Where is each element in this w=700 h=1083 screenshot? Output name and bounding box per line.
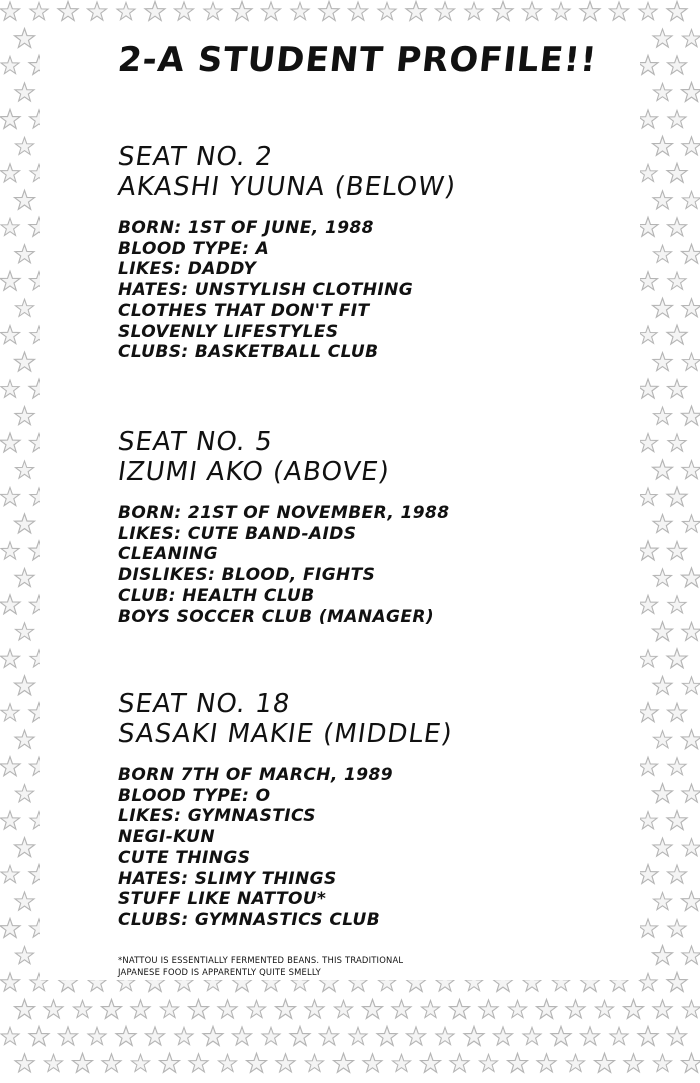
detail-line: DISLIKES: BLOOD, FIGHTS [118,565,376,586]
star-icon [319,1027,338,1045]
star-icon [508,1000,526,1017]
star-icon [682,622,700,640]
star-icon [58,2,78,21]
star-icon [88,1027,106,1044]
star-icon [682,353,700,370]
detail-line: STUFF LIKE NATTOU* [118,889,327,910]
star-icon [653,353,672,371]
star-icon [436,1027,454,1044]
star-icon [667,811,687,830]
footnote-line: *NATTOU IS ESSENTIALLY FERMENTED BEANS. THIS TRADITIONAL [118,955,404,965]
star-icon [0,488,19,506]
star-icon [682,892,700,911]
star-icon [653,676,672,694]
star-icon [15,947,33,964]
star-icon [319,2,339,21]
star-icon [638,379,658,398]
star-icon [465,2,483,19]
star-icon [0,757,20,776]
star-icon [595,1000,613,1017]
star-icon [435,2,454,20]
star-icon [1,1027,19,1044]
star-icon [30,2,48,19]
star-icon [609,2,628,20]
star-icon [667,1027,686,1045]
star-icon [668,110,686,127]
star-icon [667,865,686,883]
star-icon [610,1027,628,1044]
detail-line: CLEANING [118,544,219,565]
star-icon [15,838,35,857]
star-icon [131,1000,150,1018]
star-icon [363,999,383,1018]
star-icon [668,434,686,451]
star-icon [218,1054,236,1071]
star-icon [1,56,19,73]
star-icon [15,999,35,1018]
star-icon [145,2,165,21]
star-icon [639,164,657,181]
star-icon [0,973,19,991]
star-icon [653,731,671,748]
page-title: 2-A STUDENT PROFILE!! [115,40,600,80]
star-icon [305,1054,323,1071]
footnote-line: JAPANESE FOOD IS APPARENTLY QUITE SMELLY [118,967,321,977]
star-icon [189,1054,208,1072]
star-icon [653,191,672,209]
star-icon [653,893,671,910]
star-icon [667,163,687,182]
detail-line: CUTE THINGS [118,847,251,868]
star-icon [682,677,700,694]
star-icon [682,730,700,749]
star-icon [653,460,673,479]
star-icon [653,946,673,965]
star-icon [624,999,644,1018]
star-icon [682,191,700,208]
star-icon [15,299,33,316]
star-icon [638,55,658,74]
star-icon [667,649,687,668]
star-icon [15,623,33,640]
star-icon [653,136,673,155]
star-icon [131,1054,149,1071]
star-icon [218,1000,237,1018]
star-icon [566,1054,584,1071]
star-icon [15,730,34,748]
star-icon [290,1026,310,1045]
star-icon [160,1000,178,1017]
star-icon [1,542,19,559]
star-icon [160,1053,180,1072]
star-icon [508,1053,528,1072]
star-icon [668,272,686,289]
seat-number: SEAT NO. 2 [115,142,275,172]
detail-line: HATES: SLIMY THINGS [118,868,337,889]
star-icon [638,217,658,236]
star-icon [305,1000,324,1018]
star-icon [15,892,34,910]
star-icon [580,1027,599,1045]
star-icon [247,1000,265,1017]
star-icon [406,1027,425,1045]
star-icon [15,352,35,371]
star-icon [174,2,193,20]
star-icon [682,461,700,479]
detail-line: CLUB: HEALTH CLUB [118,585,315,606]
star-icon [145,1027,164,1045]
star-icon [15,676,35,695]
star-icon [682,406,700,425]
detail-line: LIKES: GYMNASTICS [118,806,316,827]
star-icon [653,569,671,586]
star-icon [667,972,687,991]
star-icon [522,2,541,20]
star-icon [667,703,686,721]
detail-line: BLOOD TYPE: O [118,785,271,806]
star-icon [15,83,34,101]
star-icon [378,2,396,19]
star-icon [653,29,672,47]
profile-details [118,503,588,627]
star-icon [638,703,658,722]
profile-details [118,218,588,363]
star-icon [15,785,33,802]
detail-line: CLUBS: BASKETBALL CLUB [118,342,379,363]
star-icon [44,1000,63,1018]
star-icon [0,326,19,344]
star-icon [1,380,19,397]
star-icon [1,218,19,235]
star-icon [261,2,280,20]
star-icon [73,1053,93,1072]
star-icon [638,1026,658,1045]
star-icon [653,1000,672,1018]
detail-line: SLOVENLY LIFESTYLES [118,321,339,342]
star-icon [682,515,700,532]
detail-line: NEGI-KUN [118,827,215,848]
detail-line: BOYS SOCCER CLUB (MANAGER) [118,606,435,627]
star-icon [653,245,671,262]
star-icon [102,1054,121,1072]
star-icon [15,461,33,478]
star-icon [667,541,686,559]
star-icon [667,325,687,344]
star-icon [1,704,19,721]
star-icon [653,83,671,100]
star-icon [15,514,35,533]
star-icon [682,1000,700,1017]
star-icon [653,622,673,641]
star-icon [15,190,35,209]
star-icon [1,866,19,883]
star-icon [566,1000,585,1018]
seat-number: SEAT NO. 5 [115,427,275,457]
star-icon [638,757,657,775]
detail-line: BLOOD TYPE: A [118,238,270,259]
star-icon [15,1054,34,1072]
star-icon [392,1054,410,1071]
student-name: IZUMI AKO (ABOVE) [115,457,392,487]
star-icon [348,2,367,20]
star-icon [667,487,687,506]
star-icon [349,1027,367,1044]
star-icon [668,596,686,613]
footnote [118,954,478,978]
star-icon [232,2,252,21]
star-icon [334,1000,352,1017]
star-icon [0,109,20,128]
star-icon [0,433,20,452]
star-icon [203,1026,223,1045]
star-icon [580,2,600,21]
star-icon [0,811,19,829]
detail-line: BORN: 1ST OF JUNE, 1988 [118,218,374,238]
star-icon [552,2,570,19]
star-icon [0,2,19,20]
star-icon [0,271,20,290]
star-icon [450,1054,469,1072]
star-icon [551,1026,571,1045]
profile-seat-18 [115,689,588,931]
star-icon [334,1053,354,1072]
detail-line: LIKES: CUTE BAND-AIDS [118,523,357,544]
star-icon [667,380,686,398]
student-name: AKASHI YUUNA (BELOW) [115,172,458,202]
star-icon [638,919,657,937]
star-icon [363,1054,382,1072]
star-icon [73,1000,91,1017]
star-icon [421,1000,439,1017]
star-icon [682,839,700,856]
profile-seat-5 [115,427,588,627]
star-icon [667,218,686,236]
star-icon [15,245,34,263]
star-icon [523,1027,541,1044]
star-icon [682,30,700,47]
star-icon [117,2,135,19]
star-icon [204,2,222,19]
star-icon [262,1027,280,1044]
star-icon [682,946,700,964]
star-icon [653,514,672,532]
star-icon [638,541,658,560]
profile-details [118,765,588,931]
star-icon [668,758,686,775]
seat-number: SEAT NO. 18 [115,689,293,719]
star-icon [639,650,657,667]
star-icon [653,838,672,856]
star-icon [653,1054,671,1071]
star-icon [406,2,426,21]
star-icon [653,407,671,424]
star-icon [29,1026,49,1045]
star-icon [291,2,309,19]
star-icon [639,488,657,505]
star-icon [682,1053,700,1072]
star-icon [0,649,19,667]
star-icon [667,56,686,74]
star-icon [682,299,700,317]
star-icon [464,1026,484,1045]
detail-line: CLUBS: GYMNASTICS CLUB [118,909,381,930]
star-icon [595,1053,615,1072]
star-icon [682,784,700,802]
star-icon [189,999,209,1018]
star-icon [479,1054,497,1071]
star-icon [15,568,34,586]
star-icon [102,999,122,1018]
star-icon [638,434,657,452]
star-icon [15,29,35,48]
star-icon [493,1027,512,1045]
star-icon [682,568,700,587]
student-name: SASAKI MAKIE (MIDDLE) [115,719,455,749]
star-icon [653,784,673,803]
star-icon [247,1053,267,1072]
star-icon [638,272,657,290]
star-icon [682,244,700,263]
star-icon [44,1054,62,1071]
star-icon [479,1000,498,1018]
star-icon [638,595,657,613]
star-icon [537,999,557,1018]
star-icon [232,1027,251,1045]
detail-line: BORN: 21ST OF NOVEMBER, 1988 [118,503,450,523]
profile-seat-2 [115,142,588,363]
star-icon [639,973,657,990]
star-icon [668,920,686,937]
star-icon [639,2,657,19]
star-icon [639,812,657,829]
star-icon [58,1027,77,1045]
star-icon [682,82,700,101]
star-icon [377,1026,397,1045]
star-icon [276,999,296,1018]
star-icon [0,919,20,938]
star-icon [116,1026,136,1045]
star-icon [638,110,657,128]
star-icon [175,1027,193,1044]
star-icon [537,1054,556,1072]
detail-line: HATES: UNSTYLISH CLOTHING [118,280,414,301]
detail-line: BORN 7TH OF MARCH, 1989 [118,765,393,785]
star-icon [638,865,658,884]
star-icon [0,595,20,614]
star-icon [493,2,513,21]
star-icon [87,2,106,20]
star-icon [653,298,673,317]
star-icon [392,1000,411,1018]
star-icon [15,137,33,154]
star-icon [450,999,470,1018]
star-icon [667,2,687,21]
detail-line: CLOTHES THAT DON'T FIT [118,300,370,321]
detail-line: LIKES: DADDY [118,259,257,280]
star-icon [276,1054,295,1072]
star-icon [624,1054,643,1072]
star-icon [421,1053,441,1072]
star-icon [639,326,657,343]
star-icon [682,137,700,155]
star-icon [15,407,34,425]
star-icon [0,164,19,182]
